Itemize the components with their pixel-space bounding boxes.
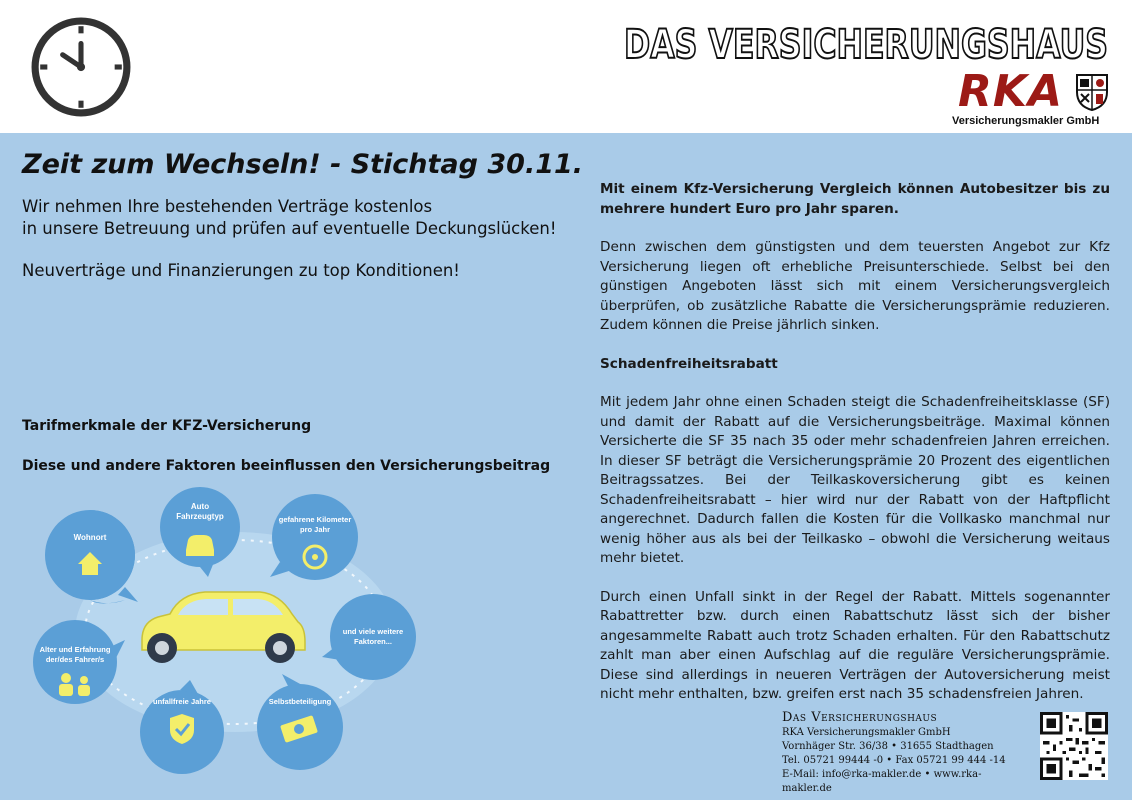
brand-title <box>622 18 1110 66</box>
crest-icon <box>1074 72 1110 112</box>
article-paragraph-2: Mit jedem Jahr ohne einen Schaden steigt die Schadenfreiheitsklasse (SF) und damit der Rabatt auf die Versicherungsbeiträge. Maximal können Versicherte die SF 35 nach 35 oder mehr schadenfreien Jahren erreichen. In dieser SF beträgt die Versicherungsprämie 20 Prozent des eigentlichen Beitragssatzes. Bei der Teilkaskoversicherung gibt es keinen Schadenfreiheitsrabatt – hier wird nur der Rabatt von der Haftpflicht angerechnet. Dadurch fallen die Kosten für die Vollkasko manchmal nur wenig höher aus als bei der Teilkasko – obwohl die Versicherung weitaus mehr bietet. <box>600 394 1110 566</box>
clock-icon <box>30 16 132 118</box>
factor-selbst-label: Selbstbeteiligung <box>268 697 332 706</box>
page-title: Zeit zum Wechseln! - Stichtag 30.11. <box>22 149 584 180</box>
article-paragraph-1: Denn zwischen dem günstigsten und dem teuersten Angebot zur Kfz Versicherung liegen oft erhebliche Preisunterschiede. Selbst bei den günstigen Angeboten lässt sich mit einem Versicherungsvergleich überprüfen, ob zusätzliche Rabatte die Versicherungsprämie reduzieren. Zudem können die Preise jährlich sinken. <box>600 239 1110 333</box>
factor-unfallfrei-label: unfallfreie Jahre <box>153 697 211 706</box>
article-heading: Schadenfreiheitsrabatt <box>600 355 778 372</box>
footer-address: Vornhäger Str. 36/38 • 31655 Stadthagen <box>782 741 994 752</box>
factor-weitere-label-2: Faktoren... <box>354 637 392 646</box>
brand-subtitle: Versicherungsmakler GmbH <box>952 115 1100 127</box>
factor-km-label-1: gefahrene Kilometer <box>278 515 352 524</box>
qr-code <box>1040 712 1108 780</box>
tarif-subheading: Diese und andere Faktoren beeinflussen den Versicherungsbeitrag <box>22 458 551 474</box>
factor-alter-label-2: der/des Fahrer/s <box>45 655 105 664</box>
intro-text <box>22 196 582 302</box>
factor-auto-label-1: Auto <box>190 502 210 511</box>
footer-company: Das Versicherungshaus <box>782 710 938 725</box>
factors-infographic <box>30 482 450 792</box>
car-icon <box>186 535 214 556</box>
article-lead: Mit einem Kfz-Versicherung Vergleich können Autobesitzer bis zu mehrere hundert Euro pro Jahr sparen. <box>600 181 1110 217</box>
intro-line-3: Neuverträge und Finanzierungen zu top Konditionen! <box>22 261 460 280</box>
article-paragraph-3: Durch einen Unfall sinkt in der Regel der Rabatt. Mittels sogenannter Rabattretter bzw. durch einen Rabattschutz lässt sich der bisher angesammelte Rabatt auch trotz Schaden erhalten. Für den Rabattschutz zahlt man aber einen Aufschlag auf die reguläre Versicherungsprämie. Diese sind allerdings in neueren Verträgen der Autoversicherung meist nicht mehr enthalten, bzw. greifen erst nach 35 schadensfreien Jahren. <box>600 588 1110 702</box>
article-body <box>600 180 1110 724</box>
footer-phone: Tel. 05721 99444 -0 • Fax 05721 99 444 -14 <box>782 755 1006 766</box>
footer-contact <box>782 710 1022 796</box>
factor-kilometer <box>270 494 358 580</box>
intro-line-1: Wir nehmen Ihre bestehenden Verträge kostenlos <box>22 197 433 216</box>
brand-title-text: DAS VERSICHERUNGSHAUS <box>624 22 1108 66</box>
factor-alter-label-1: Alter und Erfahrung <box>39 645 111 654</box>
factor-wohnort <box>45 510 138 604</box>
factor-wohnort-label: Wohnort <box>73 533 107 542</box>
factor-auto-label-2: Fahrzeugtyp <box>176 512 224 521</box>
tarif-heading: Tarifmerkmale der KFZ-Versicherung <box>22 418 312 434</box>
rka-logo-text: RKA <box>958 66 1064 117</box>
factor-weitere-label-1: und viele weitere <box>342 627 404 636</box>
footer-subtitle: RKA Versicherungsmakler GmbH <box>782 727 951 738</box>
intro-line-2: in unsere Betreuung und prüfen auf eventuelle Deckungslücken! <box>22 219 557 238</box>
factor-km-label-2: pro Jahr <box>299 525 331 534</box>
footer-web: E-Mail: info@rka-makler.de • www.rka-makler.de <box>782 769 982 794</box>
